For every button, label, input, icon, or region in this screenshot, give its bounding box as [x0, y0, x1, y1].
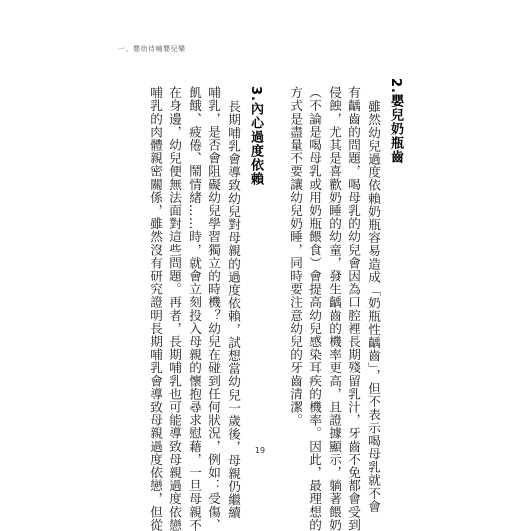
paragraph-line: 方式是盡量不要讓幼兒奶睡，同時要注意幼兒的牙齒清潔。	[288, 86, 303, 427]
paragraph-line: 有齲齒的問題，喝母乳的幼兒會因為口腔裡長期殘留乳汁，牙齒不免都會受到	[346, 86, 361, 531]
paragraph-line: 哺乳的肉體親密關係，雖然沒有研究證明長期哺乳會導致母親過度依戀，但從	[148, 86, 163, 531]
section-heading-tooth-decay: 2.嬰兒奶瓶齒	[388, 78, 403, 164]
paragraph-line: 飢餓、疲倦、鬧情緒……時，就會立刻投入母親的懷抱尋求慰藉，一旦母親不	[187, 86, 202, 531]
running-head: 一、嬰幼待哺嬰兒樂	[118, 45, 186, 53]
paragraph-line: 長期哺乳會導致幼兒對母親的過度依賴，試想當幼兒一歲後，母親仍繼續	[226, 100, 241, 520]
paragraph-line: 哺乳，是否會阻礙幼兒學習獨立的時機？幼兒在碰到任何狀況，例如：受傷、	[206, 86, 221, 531]
section-heading-over-dependence: 3.內心過度依賴	[248, 86, 263, 186]
paragraph-line: 雖然幼兒過度依賴奶瓶容易造成「奶瓶性齲齒」，但不表示喝母乳就不會	[366, 100, 381, 513]
paragraph-line: （不論是喝母乳或用奶瓶餵食）會提高幼兒感染耳疾的機率。因此，最理想的	[307, 86, 322, 531]
page-number: 19	[254, 446, 266, 455]
paragraph-line: 侵蝕，尤其是喜歡奶睡的幼童，發生齲齒的機率更高，且證據顯示，躺著餵奶	[327, 86, 342, 531]
paragraph-line: 在身邊，幼兒便無法面對這些問題。再者，長期哺乳也可能導致母親過度依戀	[167, 86, 182, 531]
